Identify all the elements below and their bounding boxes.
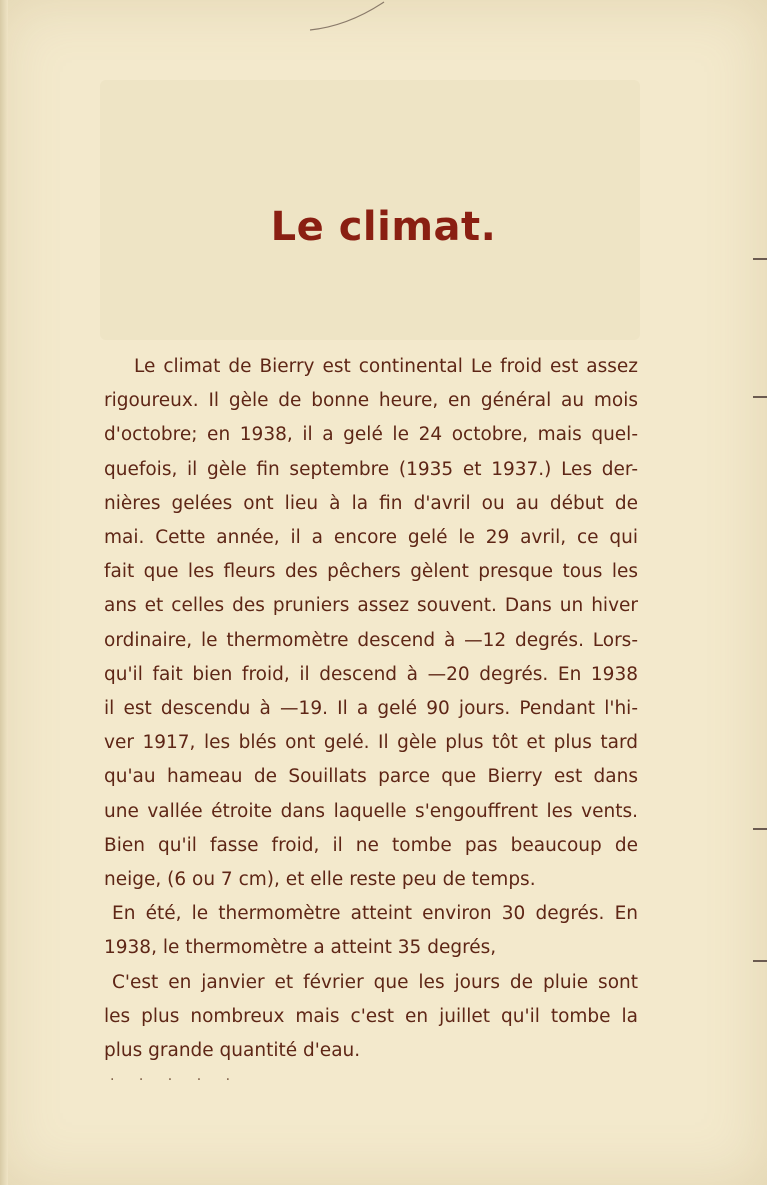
text-line: rigoureux. Il gèle de bonne heure, en général au mois — [104, 390, 638, 412]
text-line: Le climat de Bierry est continental Le froid est assez — [134, 356, 638, 377]
edge-mark — [753, 258, 767, 260]
text-line: ver 1917, les blés ont gelé. Il gèle plus tôt et plus tard — [104, 732, 638, 754]
page-left-edge — [0, 0, 8, 1185]
edge-mark — [753, 960, 767, 962]
text-line: quefois, il gèle fin septembre (1935 et 1937.) Les der- — [104, 458, 638, 480]
text-line: nières gelées ont lieu à la fin d'avril ou au début de — [104, 492, 638, 514]
pencil-stroke-mark — [308, 0, 388, 34]
edge-mark — [753, 828, 767, 830]
page-title: Le climat. — [270, 204, 497, 250]
text-line: plus grande quantité d'eau. — [104, 1040, 361, 1062]
text-line: fait que les fleurs des pêchers gèlent presque tous les — [104, 561, 638, 583]
text-line: ans et celles des pruniers assez souvent. Dans un hiver — [104, 595, 638, 617]
trailing-dots: . . . . . — [110, 1068, 241, 1084]
text-line: Bien qu'il fasse froid, il ne tombe pas beaucoup de — [104, 834, 638, 856]
text-line: En été, le thermomètre atteint environ 30 degrés. En — [112, 903, 638, 925]
text-line: 1938, le thermomètre a atteint 35 degrés, — [104, 937, 497, 959]
body-text — [104, 350, 638, 1068]
text-line: il est descendu à —19. Il a gelé 90 jours. Pendant l'hi- — [104, 698, 638, 720]
text-line: qu'au hameau de Souillats parce que Bierry est dans — [104, 766, 638, 788]
edge-mark — [753, 396, 767, 398]
text-line: d'octobre; en 1938, il a gelé le 24 octobre, mais quel- — [104, 424, 638, 446]
text-line: neige, (6 ou 7 cm), et elle reste peu de temps. — [104, 869, 536, 891]
text-line: ordinaire, le thermomètre descend à —12 degrés. Lors- — [104, 629, 638, 651]
text-line: les plus nombreux mais c'est en juillet qu'il tombe la — [104, 1005, 638, 1027]
text-line: qu'il fait bien froid, il descend à —20 degrés. En 1938 — [104, 663, 638, 685]
text-line: une vallée étroite dans laquelle s'engouffrent les vents. — [104, 800, 638, 822]
text-line: mai. Cette année, il a encore gelé le 29 avril, ce qui — [104, 527, 638, 549]
text-line: C'est en janvier et février que les jours de pluie sont — [112, 971, 638, 993]
